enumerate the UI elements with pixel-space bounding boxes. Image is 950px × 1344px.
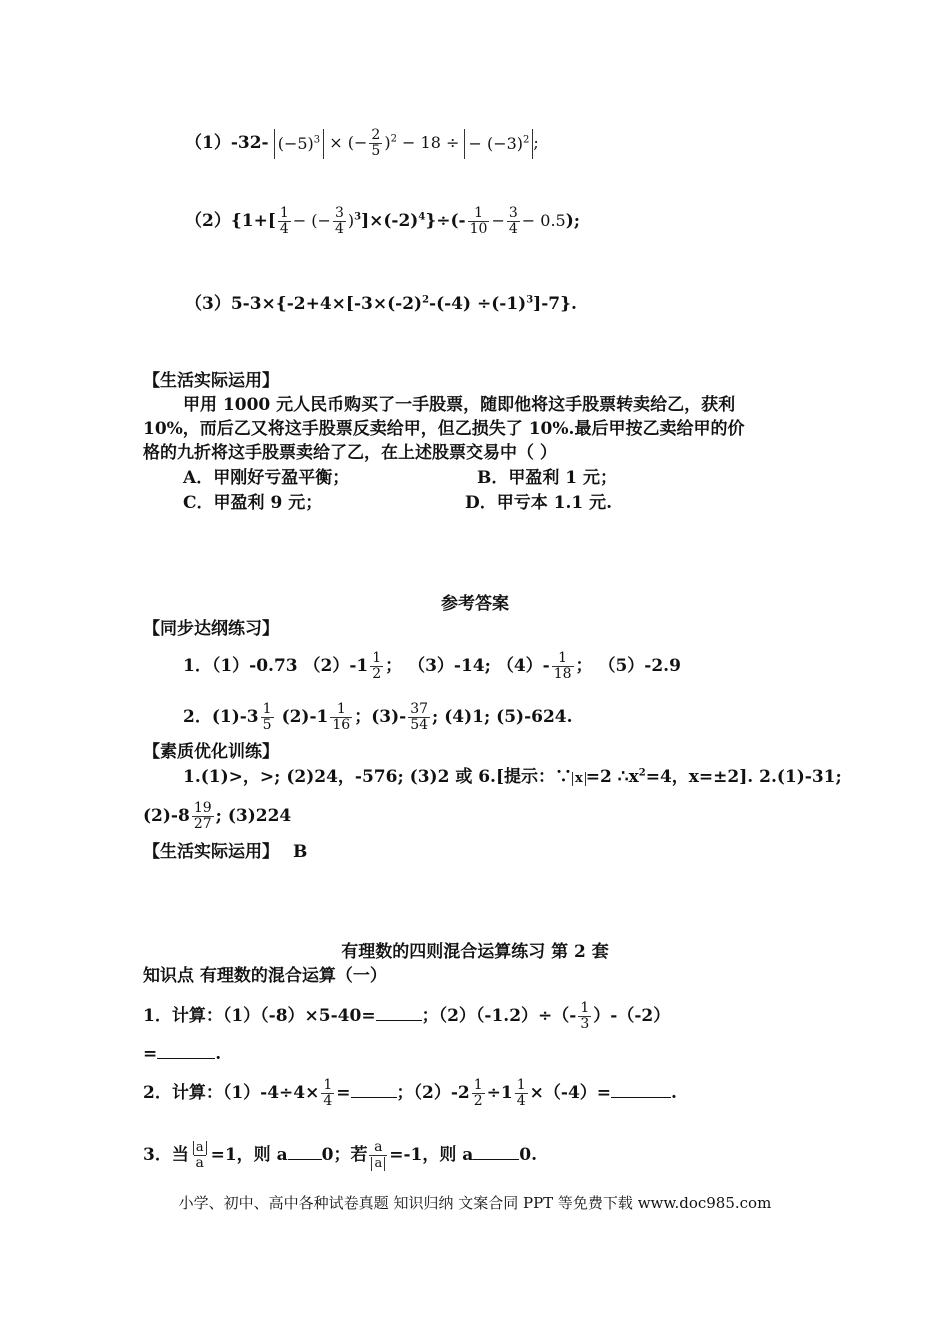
knowledge-point: 知识点 有理数的混合运算（一） xyxy=(143,966,387,986)
answers-heading-1: 【同步达纲练习】 xyxy=(143,619,279,639)
question-2: 2．计算：（1）-4÷4× $\frac{1}{4}$ = ；（2）-2 $\frac{1}{2}$ ÷1 $\frac{1}{4}$ ×（-4）= . xyxy=(143,1077,677,1109)
option-a: A．甲刚好亏盈平衡； xyxy=(183,468,350,488)
fraction-1-4-q2: $\frac{1}{4}$ xyxy=(323,1077,333,1109)
set2-title: 有理数的四则混合运算练习 第 2 套 xyxy=(341,942,609,962)
fraction-a-over-abs-a: $\frac{a}{a}$ xyxy=(369,1140,387,1171)
fraction-1-16: $\frac{1}{16}$ xyxy=(332,701,351,733)
life-para-1: 甲用 1000 元人民币购买了一手股票，随即他将这手股票转卖给乙，获利 xyxy=(183,395,736,415)
fraction-1-3: $\frac{1}{3}$ xyxy=(580,1000,590,1032)
abs-value-2: − $(-3)^2$ xyxy=(464,129,533,159)
question-3: 3．当 $\frac{a}{a}$ =1，则 a 0；若 $\frac{a}{a}$ =-1，则 a 0. xyxy=(143,1139,538,1171)
answer-row-2: 2．(1)-3 $\frac{1}{5}$ (2)-1 $\frac{1}{16}$ ；(3)- $\frac{37}{54}$ ; (4)1; (5)-624. xyxy=(183,701,573,733)
answers-title: 参考答案 xyxy=(441,594,509,614)
option-c: C．甲盈利 9 元； xyxy=(183,493,323,513)
abs-x: x xyxy=(572,772,586,786)
answers-heading-3: 【生活实际运用】 B xyxy=(143,842,308,862)
fraction-3-4b: $\frac{3}{4}$ xyxy=(508,205,518,237)
life-para-3: 格的九折将这手股票卖给了乙，在上述股票交易中（ ） xyxy=(143,443,557,463)
answer-blank[interactable] xyxy=(611,1083,671,1098)
answer-blank[interactable] xyxy=(351,1083,397,1098)
question-1-continued: = . xyxy=(143,1044,222,1064)
life-answer: B xyxy=(293,842,308,862)
exercise-1: （1）-32- $(-5)^3$ × (− $\frac{2}{5}$ )$^2$ − 18 ÷ − $(-3)^2$ ; xyxy=(185,127,539,159)
fraction-1-5: $\frac{1}{5}$ xyxy=(262,701,272,733)
answer-blank[interactable] xyxy=(157,1044,215,1059)
fraction-2-5: $\frac{2}{5}$ xyxy=(371,127,381,159)
fraction-1-2: $\frac{1}{2}$ xyxy=(372,650,382,682)
exercise-2: （2）{1+[ $\frac{1}{4}$ − (− $\frac{3}{4}$ )$^3]\times(-2)^4\}\div(-$ $\frac{1}{10}$ − $\frac{3}{4}$ − 0.5); xyxy=(185,205,581,237)
answer-blank[interactable] xyxy=(288,1145,322,1160)
exercise-1-label: （1）-32- xyxy=(185,133,269,153)
option-b: B．甲盈利 1 元； xyxy=(477,468,618,488)
fraction-1-2-q2: $\frac{1}{2}$ xyxy=(473,1077,483,1109)
answer-blank[interactable] xyxy=(473,1145,519,1160)
answers-heading-2: 【素质优化训练】 xyxy=(143,742,279,762)
fraction-1-18: $\frac{1}{18}$ xyxy=(553,650,572,682)
option-d: D．甲亏本 1.1 元. xyxy=(465,493,613,513)
life-heading: 【生活实际运用】 xyxy=(143,371,279,391)
life-para-2: 10%，而后乙又将这手股票反卖给甲，但乙损失了 10%.最后甲按乙卖给甲的价 xyxy=(143,419,745,439)
fraction-37-54: $\frac{37}{54}$ xyxy=(410,701,429,733)
answer-row-3: 1.(1)>，>; (2)24，-576; (3)2 或 6.[提示：∵ x =2 $\therefore x^2=4$，x=±2]. 2.(1)-31; xyxy=(183,767,842,787)
abs-value-1: $(-5)^3$ xyxy=(274,129,324,159)
question-1: 1．计算：（1）（-8）×5-40= ；（2）（-1.2）÷（- $\frac{1}{3}$ ）-（-2） xyxy=(143,1000,671,1032)
fraction-1-4: $\frac{1}{4}$ xyxy=(279,205,289,237)
answer-row-1: 1．（1）-0.73 （2）-1 $\frac{1}{2}$ ； （3）-14; （4）- $\frac{1}{18}$ ； （5）-2.9 xyxy=(183,650,681,682)
answer-row-4: (2)-8 $\frac{19}{27}$ ; (3)224 xyxy=(143,800,292,832)
footer-text: 小学、初中、高中各种试卷真题 知识归纳 文案合同 PPT 等免费下载 www.doc985.com xyxy=(178,1194,772,1212)
fraction-1-10: $\frac{1}{10}$ xyxy=(469,205,488,237)
fraction-19-27: $\frac{19}{27}$ xyxy=(193,800,212,832)
answer-blank[interactable] xyxy=(376,1006,422,1021)
exercise-3: $(3)5-3\times\{-2+4\times[-3\times(-2)^2-(-4) \div(-1)^3]-7\}$. xyxy=(185,294,577,314)
fraction-abs-a-over-a: $\frac{a}{a}$ xyxy=(191,1140,209,1171)
fraction-1-4-q2b: $\frac{1}{4}$ xyxy=(516,1077,526,1109)
fraction-3-4: $\frac{3}{4}$ xyxy=(334,205,344,237)
